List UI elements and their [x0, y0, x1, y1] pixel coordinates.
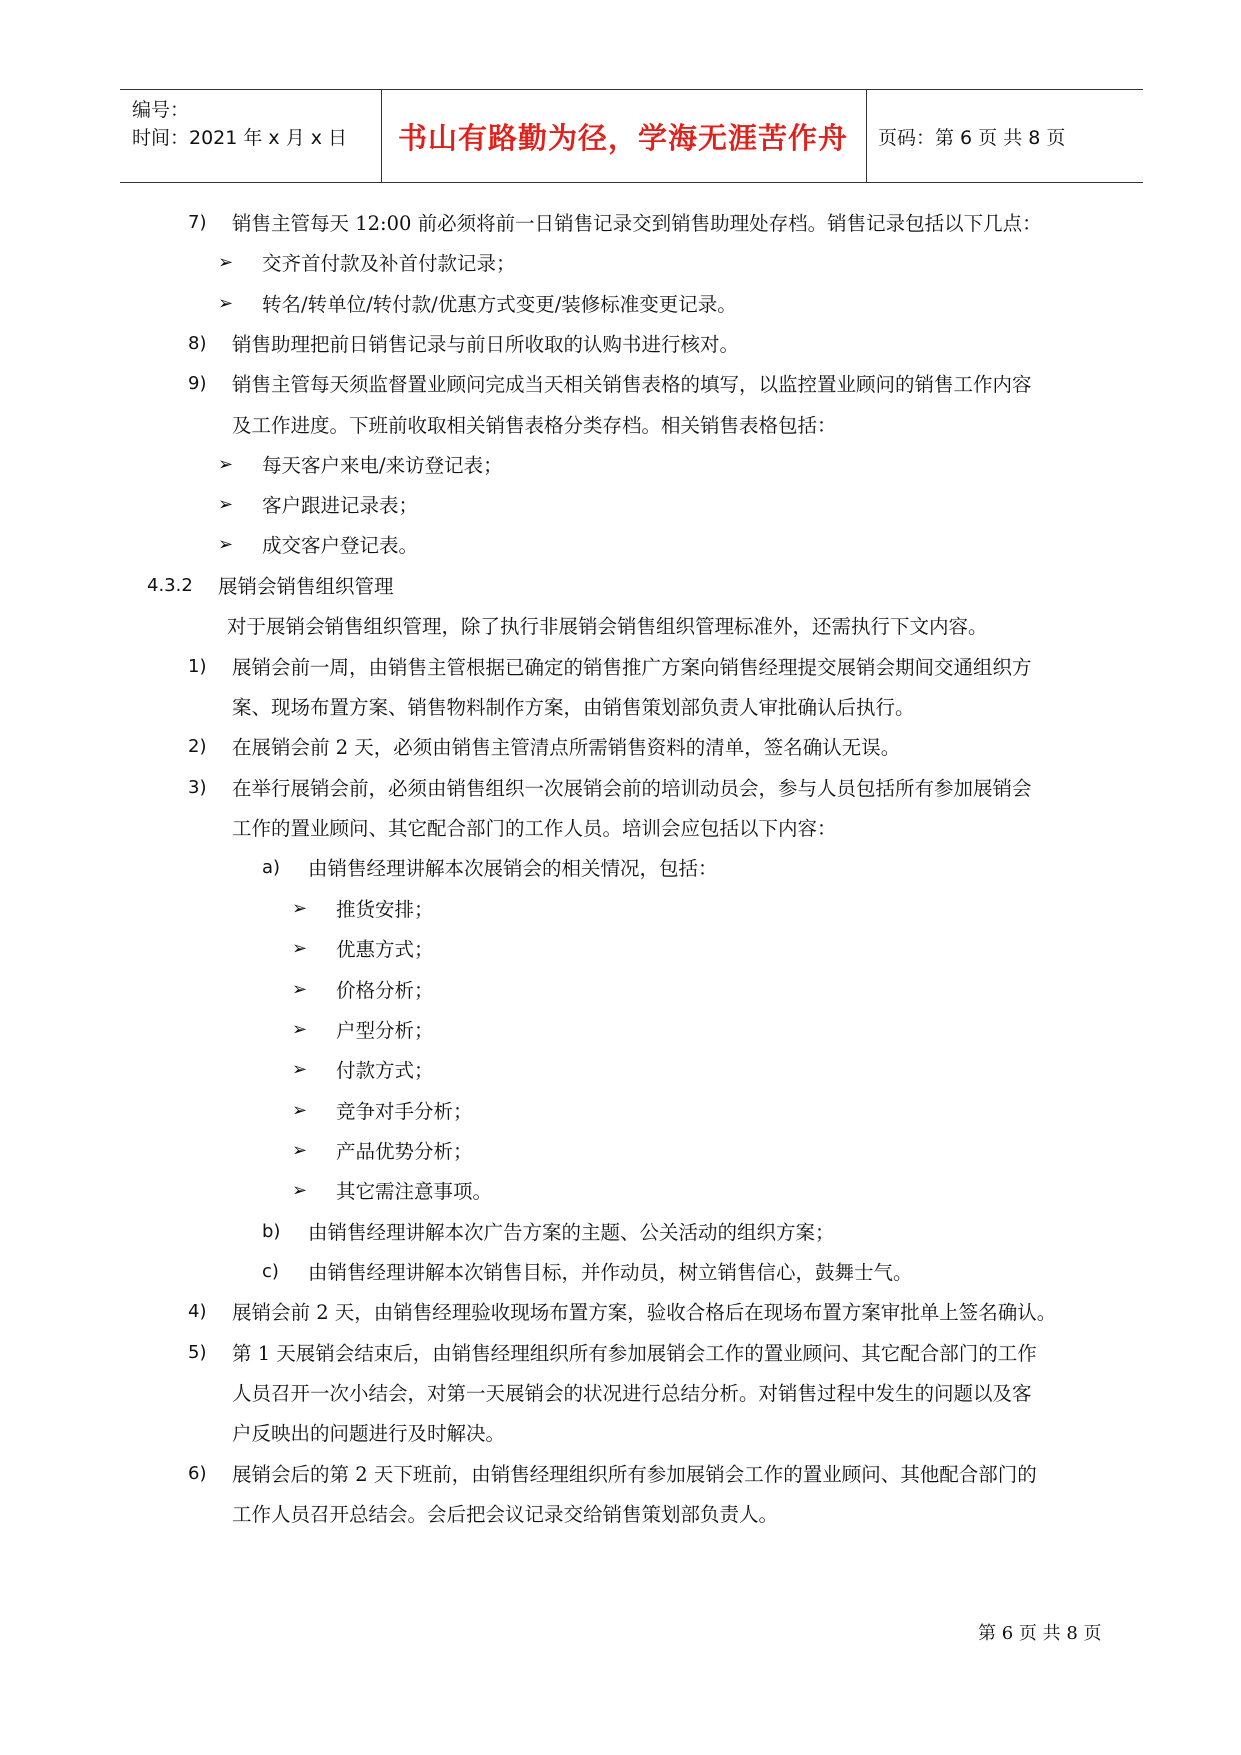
paragraph-line: 销售助理把前日销售记录与前日所收取的认购书进行核对。	[232, 333, 740, 356]
header-divider	[866, 90, 867, 182]
list-number: 6)	[188, 1463, 207, 1484]
bullet-item: 优惠方式；	[336, 938, 434, 961]
list-number: 3)	[188, 777, 207, 798]
paragraph-line: 人员召开一次小结会，对第一天展销会的状况进行总结分析。对销售过程中发生的问题以及客	[232, 1382, 1032, 1405]
paragraph-line: 销售主管每天 12:00 前必须将前一日销售记录交到销售助理处存档。销售记录包括以下几点：	[232, 212, 1042, 235]
list-number: 7)	[188, 212, 207, 233]
bullet-arrow-icon: ➢	[292, 1059, 308, 1080]
bullet-arrow-icon: ➢	[292, 1100, 308, 1121]
doc-number-label: 编号：	[132, 99, 190, 121]
paragraph-line: 户反映出的问题进行及时解决。	[232, 1422, 506, 1445]
header-divider	[381, 90, 382, 182]
bullet-item: 转名/转单位/转付款/优惠方式变更/装修标准变更记录。	[262, 293, 737, 316]
bullet-arrow-icon: ➢	[218, 454, 234, 475]
paragraph-line: 展销会前一周，由销售主管根据已确定的销售推广方案向销售经理提交展销会期间交通组织方	[232, 656, 1032, 679]
paragraph-line: 销售主管每天须监督置业顾问完成当天相关销售表格的填写，以监控置业顾问的销售工作内容	[232, 373, 1032, 396]
paragraph-line: 案、现场布置方案、销售物料制作方案，由销售策划部负责人审批确认后执行。	[232, 696, 915, 719]
list-number: c)	[262, 1261, 279, 1282]
bullet-arrow-icon: ➢	[218, 252, 234, 273]
list-number: 9)	[188, 373, 207, 394]
bullet-arrow-icon: ➢	[292, 938, 308, 959]
paragraph-line: 及工作进度。下班前收取相关销售表格分类存档。相关销售表格包括：	[232, 414, 837, 437]
list-number: 5)	[188, 1342, 207, 1363]
header-page-info: 页码：第 6 页 共 8 页	[878, 126, 1066, 149]
bullet-item: 价格分析；	[336, 979, 434, 1002]
page-header	[120, 89, 1143, 183]
paragraph-line: 由销售经理讲解本次展销会的相关情况，包括：	[308, 857, 718, 880]
list-number: b)	[262, 1221, 281, 1242]
bullet-arrow-icon: ➢	[292, 1180, 308, 1201]
bullet-arrow-icon: ➢	[218, 534, 234, 555]
paragraph-line: 展销会前 2 天，由销售经理验收现场布置方案，验收合格后在现场布置方案审批单上签名确认。	[232, 1301, 1057, 1324]
bullet-item: 户型分析；	[336, 1019, 434, 1042]
bullet-arrow-icon: ➢	[292, 979, 308, 1000]
bullet-item: 交齐首付款及补首付款记录；	[262, 252, 516, 275]
bullet-arrow-icon: ➢	[292, 898, 308, 919]
paragraph-line: 展销会后的第 2 天下班前，由销售经理组织所有参加展销会工作的置业顾问、其他配合部门的	[232, 1463, 1037, 1486]
paragraph-line: 在展销会前 2 天，必须由销售主管清点所需销售资料的清单，签名确认无误。	[232, 736, 901, 759]
list-number: 4)	[188, 1301, 207, 1322]
bullet-item: 付款方式；	[336, 1059, 434, 1082]
paragraph-line: 在举行展销会前，必须由销售组织一次展销会前的培训动员会，参与人员包括所有参加展销会	[232, 777, 1032, 800]
doc-time-label: 时间：2021 年 x 月 x 日	[132, 127, 348, 149]
list-number: 8)	[188, 333, 207, 354]
bullet-item: 推货安排；	[336, 898, 434, 921]
bullet-item: 其它需注意事项。	[336, 1180, 493, 1203]
paragraph-line: 工作人员召开总结会。会后把会议记录交给销售策划部负责人。	[232, 1503, 779, 1526]
bullet-item: 产品优势分析；	[336, 1140, 473, 1163]
list-number: 4.3.2	[147, 575, 193, 596]
bullet-arrow-icon: ➢	[218, 494, 234, 515]
bullet-item: 竞争对手分析；	[336, 1100, 473, 1123]
bullet-item: 客户跟进记录表；	[262, 494, 419, 517]
bullet-item: 每天客户来电/来访登记表；	[262, 454, 503, 477]
paragraph-line: 工作的置业顾问、其它配合部门的工作人员。培训会应包括以下内容：	[232, 817, 837, 840]
list-number: 2)	[188, 736, 207, 757]
bullet-item: 成交客户登记表。	[262, 534, 419, 557]
header-motto: 书山有路勤为径，学海无涯苦作舟	[397, 120, 848, 155]
paragraph-line: 展销会销售组织管理	[218, 575, 394, 598]
paragraph-line: 由销售经理讲解本次广告方案的主题、公关活动的组织方案；	[308, 1221, 835, 1244]
bullet-arrow-icon: ➢	[218, 293, 234, 314]
header-meta	[132, 96, 347, 152]
paragraph-line: 对于展销会销售组织管理，除了执行非展销会销售组织管理标准外，还需执行下文内容。	[227, 615, 988, 638]
bullet-arrow-icon: ➢	[292, 1019, 308, 1040]
page-footer: 第 6 页 共 8 页	[978, 1623, 1102, 1644]
paragraph-line: 第 1 天展销会结束后，由销售经理组织所有参加展销会工作的置业顾问、其它配合部门的工作	[232, 1342, 1037, 1365]
list-number: 1)	[188, 656, 207, 677]
list-number: a)	[262, 857, 281, 878]
bullet-arrow-icon: ➢	[292, 1140, 308, 1161]
paragraph-line: 由销售经理讲解本次销售目标，并作动员，树立销售信心，鼓舞士气。	[308, 1261, 913, 1284]
